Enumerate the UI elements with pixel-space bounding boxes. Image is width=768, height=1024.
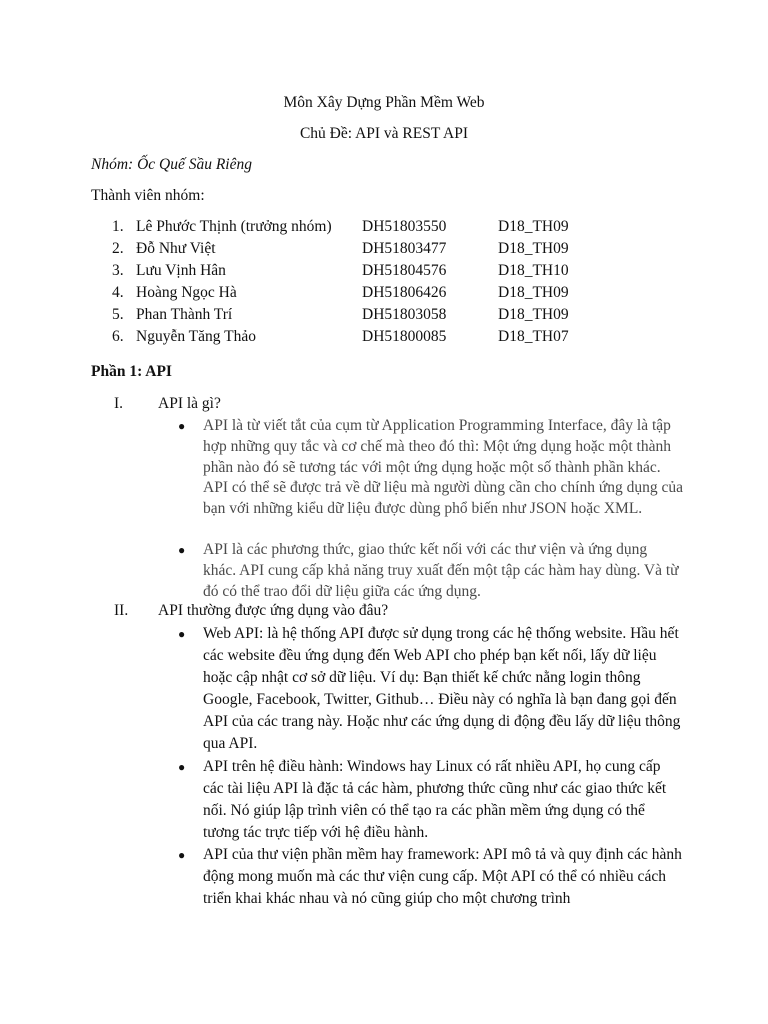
member-number: 1.: [112, 218, 124, 235]
bullet-paragraph: API là các phương thức, giao thức kết nối với các thư viện và ứng dụng khác. API cung cấp khả năng truy xuất đến một tập các hàm hay dùng. Và từ đó có thể trao đổi dữ liệu giữa các ứng dụng.: [203, 541, 679, 600]
member-name: Lưu Vịnh Hân: [136, 262, 226, 279]
section-heading: API thường được ứng dụng vào đâu?: [158, 602, 389, 619]
member-class: D18_TH09: [498, 240, 569, 257]
bullet-paragraph: API là từ viết tắt của cụm từ Application Programming Interface, đây là tập hợp những quy tắc và cơ chế mà theo đó thì: Một ứng dụng hoặc một thành phần nào đó sẽ tương tác với một ứng dụng hoặc một số thành phần khác. API có thể sẽ được trả về dữ liệu mà người dùng cần cho chính ứng dụng của bạn với những kiểu dữ liệu được dùng phổ biến như JSON hoặc XML.: [203, 417, 684, 518]
bullet-paragraph: API trên hệ điều hành: Windows hay Linux có rất nhiều API, họ cung cấp các tài liệu API là đặc tả các hàm, phương thức cũng như các giao thức kết nối. Nó giúp lập trình viên có thể tạo ra các phần mềm ứng dụng có thể tương tác trực tiếp với hệ điều hành.: [203, 758, 667, 842]
member-name: Lê Phước Thịnh (trưởng nhóm): [136, 218, 332, 235]
member-number: 6.: [112, 328, 124, 345]
member-student-id: DH51803477: [362, 240, 447, 257]
member-name: Nguyễn Tăng Thảo: [136, 328, 256, 345]
group-name: Nhóm: Ốc Quế Sầu Riêng: [91, 156, 252, 173]
bullet-icon: ●: [178, 543, 186, 557]
member-student-id: DH51803550: [362, 218, 447, 235]
part1-heading: Phần 1: API: [91, 363, 172, 380]
member-number: 2.: [112, 240, 124, 257]
member-class: D18_TH09: [498, 284, 569, 301]
section-numeral: I.: [114, 395, 124, 412]
member-class: D18_TH09: [498, 306, 569, 323]
member-name: Đỗ Như Việt: [136, 240, 216, 257]
bullet-icon: ●: [178, 848, 186, 862]
member-class: D18_TH07: [498, 328, 569, 345]
bullet-paragraph: API của thư viện phần mềm hay framework: API mô tả và quy định các hành động mong muốn mà các thư viện cung cấp. Một API có thể có nhiều cách triển khai khác nhau và nó cũng giúp cho một chương trình: [203, 846, 682, 908]
member-name: Phan Thành Trí: [136, 306, 233, 323]
member-student-id: DH51806426: [362, 284, 447, 301]
member-student-id: DH51804576: [362, 262, 447, 279]
bullet-paragraph: Web API: là hệ thống API được sử dụng trong các hệ thống website. Hầu hết các website đều ứng dụng đến Web API cho phép bạn kết nối, lấy dữ liệu hoặc cập nhật cơ sở dữ liệu. Ví dụ: Bạn thiết kế chức nằng login thông Google, Facebook, Twitter, Github… Điều này có nghĩa là bạn đang gọi đến API của các trang này. Hoặc như các ứng dụng di động đều lấy dữ liệu thông qua API.: [203, 625, 681, 753]
bullet-icon: ●: [178, 419, 186, 433]
section-numeral: II.: [114, 602, 129, 619]
members-label: Thành viên nhóm:: [91, 187, 205, 204]
member-name: Hoàng Ngọc Hà: [136, 284, 237, 301]
member-number: 4.: [112, 284, 124, 301]
bullet-icon: ●: [178, 627, 186, 641]
member-number: 5.: [112, 306, 124, 323]
member-class: D18_TH10: [498, 262, 569, 279]
member-class: D18_TH09: [498, 218, 569, 235]
member-student-id: DH51800085: [362, 328, 447, 345]
document-subtitle: Chủ Đề: API và REST API: [299, 125, 469, 142]
member-student-id: DH51803058: [362, 306, 447, 323]
member-number: 3.: [112, 262, 124, 279]
bullet-icon: ●: [178, 760, 186, 774]
section-heading: API là gì?: [158, 395, 221, 412]
document-title: Môn Xây Dựng Phần Mềm Web: [283, 94, 485, 111]
